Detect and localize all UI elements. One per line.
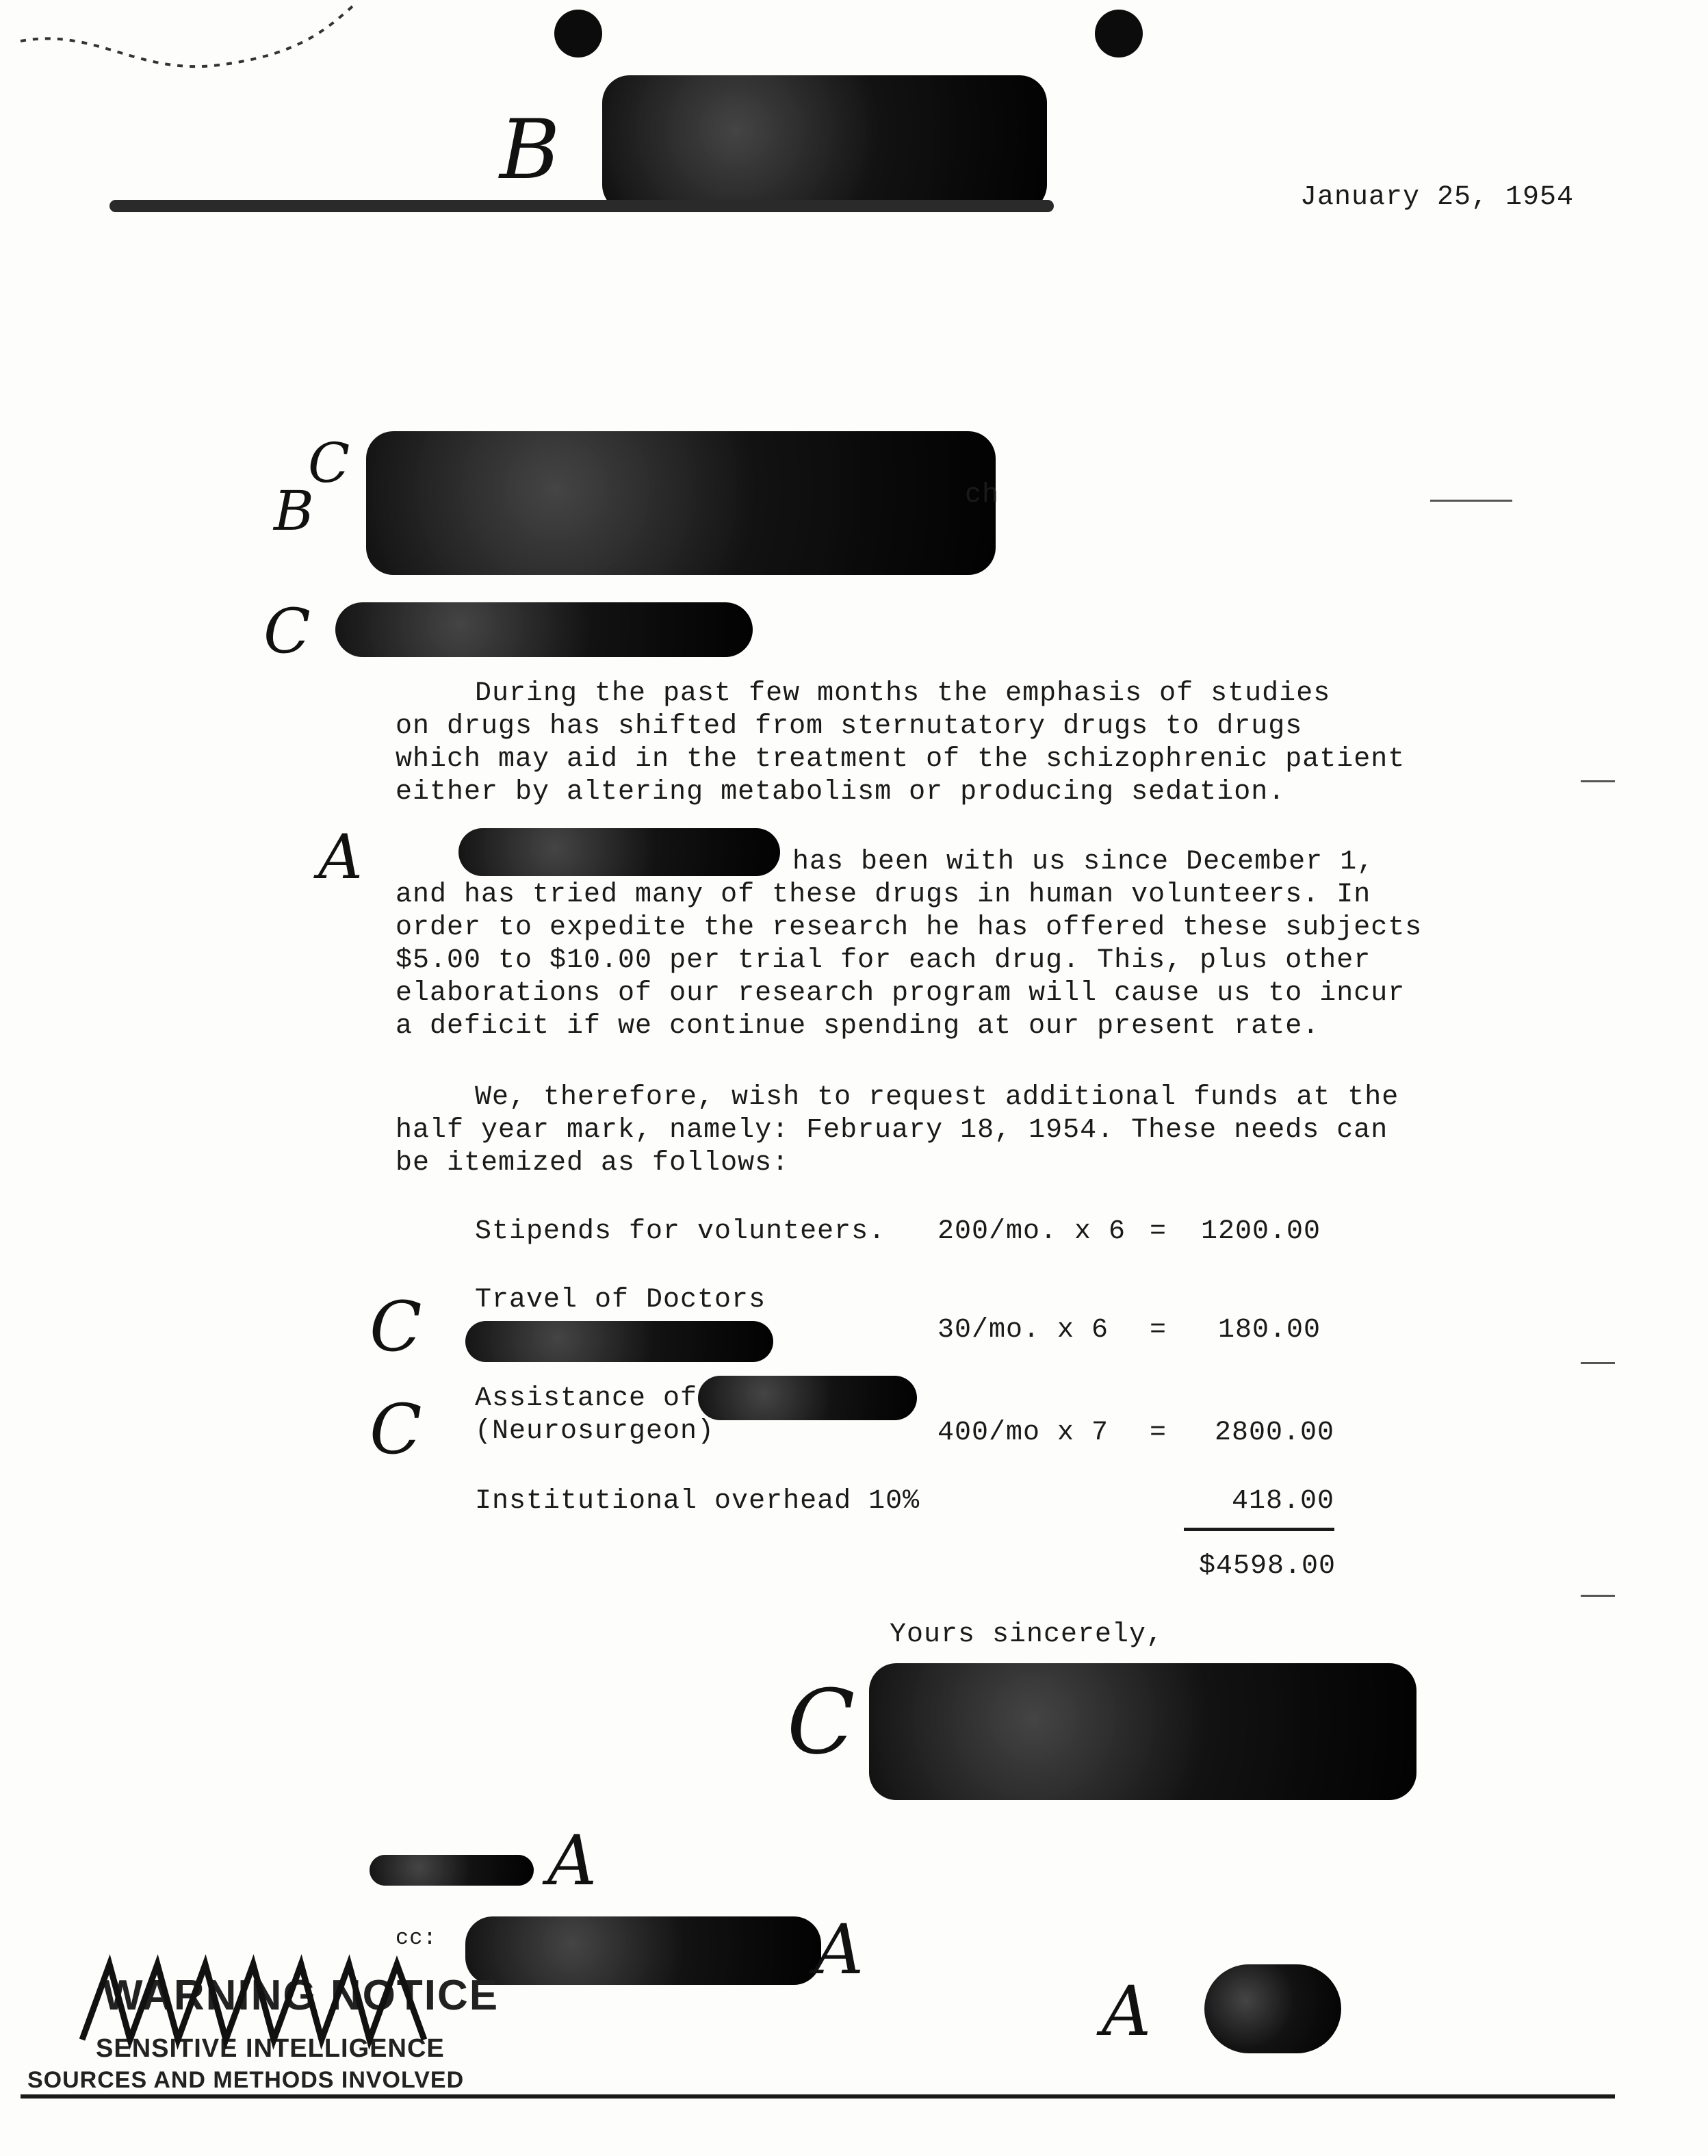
- item-label: Travel of Doctors: [475, 1285, 766, 1316]
- handwritten-mark-a2: A: [547, 1821, 597, 1901]
- handwritten-mark-c4: C: [370, 1389, 422, 1470]
- redaction-corner: [1204, 1964, 1341, 2053]
- letter-date: January 25, 1954: [1300, 182, 1575, 213]
- p2-line-3: order to expedite the research he has offered these subjects: [396, 912, 1423, 943]
- paragraph-3: [396, 1081, 1399, 1180]
- item-amount: 2800.00: [1215, 1417, 1335, 1448]
- letterhead-rule: [109, 200, 1054, 212]
- handwritten-mark-a3: A: [814, 1910, 864, 1990]
- paragraph-1: [396, 678, 1405, 809]
- item-eq: =: [1150, 1315, 1167, 1346]
- p2-line-6: a deficit if we continue spending at our present rate.: [396, 1011, 1320, 1042]
- item-eq: =: [1150, 1216, 1167, 1247]
- p3-line-2: half year mark, namely: February 18, 1954. These needs can: [396, 1115, 1388, 1146]
- stamp-bottom-rule: [21, 2094, 1615, 2099]
- margin-dash: [1581, 1595, 1615, 1597]
- warning-line-1: WARNING NOTICE: [103, 1972, 500, 2019]
- item-label-line-2: (Neurosurgeon): [475, 1416, 715, 1447]
- p3-line-1: We, therefore, wish to request additional funds at the: [475, 1082, 1399, 1113]
- warning-line-3: SOURCES AND METHODS INVOLVED: [27, 2067, 465, 2093]
- p1-line-3: which may aid in the treatment of the schizophrenic patient: [396, 744, 1406, 775]
- redaction-cc-recipients: [465, 1916, 821, 1985]
- handwritten-mark-c5: C: [787, 1670, 855, 1774]
- margin-dash: [1581, 1362, 1615, 1364]
- redaction-initials: [370, 1855, 534, 1886]
- stamp-scribble: [68, 1951, 452, 2053]
- p1-line-2: on drugs has shifted from sternutatory drugs to drugs: [396, 711, 1303, 742]
- handwritten-mark-c3: C: [370, 1287, 422, 1367]
- total-amount: $4598.00: [1199, 1551, 1336, 1582]
- p2-line-1: has been with us since December 1,: [792, 847, 1375, 877]
- handwritten-mark-c2: C: [263, 595, 311, 667]
- redaction-letterhead: [602, 75, 1047, 212]
- p2-line-4: $5.00 to $10.00 per trial for each drug. This, plus other: [396, 945, 1371, 976]
- redaction-salutation: [335, 602, 753, 657]
- budget-item-row: [475, 1383, 714, 1448]
- item-rate: 400/mo x 7: [937, 1417, 1109, 1448]
- redaction-signature: [869, 1663, 1416, 1800]
- item-label: Assistance of: [475, 1383, 698, 1414]
- redaction-address: [366, 431, 996, 575]
- punch-hole-left: [554, 10, 602, 57]
- item-amount: 418.00: [1232, 1486, 1335, 1517]
- total-underline: [1184, 1528, 1334, 1531]
- p3-line-3: be itemized as follows:: [396, 1148, 790, 1179]
- item-eq: =: [1150, 1417, 1167, 1448]
- margin-dash: [1430, 500, 1512, 502]
- budget-item-row: [475, 1284, 766, 1317]
- p1-line-4: either by altering metabolism or producing sedation.: [396, 777, 1286, 808]
- p2-line-5: elaborations of our research program will cause us to incur: [396, 978, 1406, 1009]
- closing: Yours sincerely,: [890, 1619, 1164, 1650]
- handwritten-mark-b2: B: [274, 479, 314, 543]
- item-label: Stipends for volunteers.: [475, 1216, 886, 1247]
- item-rate: 200/mo. x 6: [937, 1216, 1126, 1247]
- handwritten-mark-b-top: B: [500, 103, 560, 198]
- cc-label: cc:: [396, 1925, 437, 1951]
- redaction-doctor-names: [465, 1321, 773, 1362]
- margin-dash: [1581, 780, 1615, 782]
- budget-item-row: [475, 1216, 885, 1248]
- handwritten-mark-a1: A: [318, 821, 363, 893]
- item-amount: 180.00: [1218, 1315, 1321, 1346]
- address-fragment: ch: [965, 480, 1000, 511]
- p1-line-1: During the past few months the emphasis of studies: [475, 678, 1331, 709]
- item-rate: 30/mo. x 6: [937, 1315, 1109, 1346]
- item-label: Institutional overhead 10%: [475, 1486, 920, 1517]
- warning-line-2: SENSITIVE INTELLIGENCE: [96, 2034, 445, 2063]
- budget-item-row: [475, 1485, 920, 1518]
- redaction-neurosurgeon-name: [698, 1376, 917, 1420]
- top-scribble-line: [14, 0, 370, 82]
- paragraph-2: [396, 846, 1422, 1043]
- p2-line-2: and has tried many of these drugs in human volunteers. In: [396, 880, 1371, 910]
- handwritten-mark-c1: C: [308, 431, 350, 495]
- item-amount: 1200.00: [1201, 1216, 1321, 1247]
- punch-hole-right: [1095, 10, 1143, 57]
- handwritten-mark-a4: A: [1102, 1971, 1152, 2051]
